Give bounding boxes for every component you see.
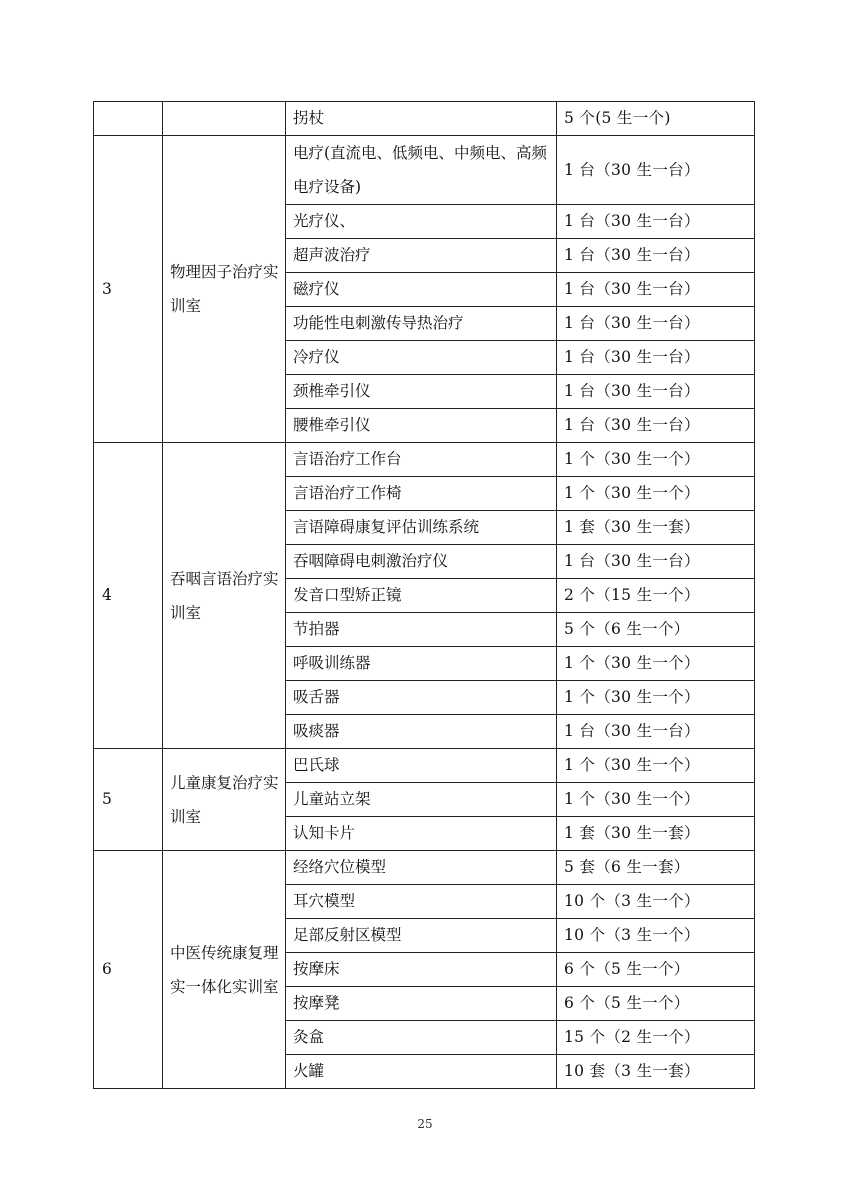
quantity-cell: 1 台（30 生一台） — [557, 545, 755, 579]
quantity-cell: 5 套（6 生一套） — [557, 851, 755, 885]
equipment-name-cell: 光疗仪、 — [286, 205, 557, 239]
equipment-name-cell: 按摩凳 — [286, 987, 557, 1021]
equipment-name-cell: 冷疗仪 — [286, 341, 557, 375]
equipment-name-cell: 儿童站立架 — [286, 783, 557, 817]
quantity-cell: 1 个（30 生一个） — [557, 749, 755, 783]
equipment-name-cell: 吸舌器 — [286, 681, 557, 715]
table-row — [94, 102, 755, 136]
equipment-name-cell: 功能性电刺激传导热治疗 — [286, 307, 557, 341]
quantity-cell: 5 个（6 生一个） — [557, 613, 755, 647]
table-row — [94, 851, 755, 885]
equipment-name-cell: 电疗(直流电、低频电、中频电、高频电疗设备) — [286, 136, 557, 205]
quantity-cell: 15 个（2 生一个） — [557, 1021, 755, 1055]
quantity-cell: 1 台（30 生一台） — [557, 307, 755, 341]
equipment-name-cell: 磁疗仪 — [286, 273, 557, 307]
table-row — [94, 749, 755, 783]
row-index-cell: 5 — [94, 749, 163, 851]
equipment-table-body — [94, 102, 755, 1089]
room-name-cell: 中医传统康复理实一体化实训室 — [163, 851, 286, 1089]
equipment-name-cell: 超声波治疗 — [286, 239, 557, 273]
quantity-cell: 1 台（30 生一台） — [557, 239, 755, 273]
room-name-cell: 吞咽言语治疗实训室 — [163, 443, 286, 749]
row-index-cell: 4 — [94, 443, 163, 749]
equipment-name-cell: 吞咽障碍电刺激治疗仪 — [286, 545, 557, 579]
equipment-name-cell: 颈椎牵引仪 — [286, 375, 557, 409]
quantity-cell: 1 台（30 生一台） — [557, 205, 755, 239]
quantity-cell: 1 个（30 生一个） — [557, 783, 755, 817]
equipment-name-cell: 拐杖 — [286, 102, 557, 136]
quantity-cell: 1 台（30 生一台） — [557, 341, 755, 375]
equipment-name-cell: 吸痰器 — [286, 715, 557, 749]
equipment-name-cell: 言语治疗工作椅 — [286, 477, 557, 511]
equipment-name-cell: 言语治疗工作台 — [286, 443, 557, 477]
equipment-name-cell: 节拍器 — [286, 613, 557, 647]
equipment-name-cell: 灸盒 — [286, 1021, 557, 1055]
equipment-name-cell: 呼吸训练器 — [286, 647, 557, 681]
equipment-name-cell: 言语障碍康复评估训练系统 — [286, 511, 557, 545]
quantity-cell: 6 个（5 生一个） — [557, 987, 755, 1021]
quantity-cell: 10 个（3 生一个） — [557, 885, 755, 919]
quantity-cell: 10 个（3 生一个） — [557, 919, 755, 953]
quantity-cell: 10 套（3 生一套） — [557, 1055, 755, 1089]
quantity-cell: 1 个（30 生一个） — [557, 477, 755, 511]
equipment-table — [93, 101, 755, 1089]
row-index-cell — [94, 102, 163, 136]
room-name-cell: 儿童康复治疗实训室 — [163, 749, 286, 851]
table-row — [94, 443, 755, 477]
equipment-name-cell: 火罐 — [286, 1055, 557, 1089]
equipment-name-cell: 按摩床 — [286, 953, 557, 987]
quantity-cell: 1 套（30 生一套） — [557, 817, 755, 851]
quantity-cell: 1 套（30 生一套） — [557, 511, 755, 545]
quantity-cell: 2 个（15 生一个） — [557, 579, 755, 613]
equipment-name-cell: 足部反射区模型 — [286, 919, 557, 953]
equipment-name-cell: 发音口型矫正镜 — [286, 579, 557, 613]
equipment-name-cell: 巴氏球 — [286, 749, 557, 783]
quantity-cell: 1 个（30 生一个） — [557, 647, 755, 681]
quantity-cell: 1 台（30 生一台） — [557, 715, 755, 749]
quantity-cell: 1 台（30 生一台） — [557, 273, 755, 307]
quantity-cell: 1 台（30 生一台） — [557, 136, 755, 205]
quantity-cell: 6 个（5 生一个） — [557, 953, 755, 987]
table-row — [94, 136, 755, 205]
quantity-cell: 5 个(5 生一个) — [557, 102, 755, 136]
equipment-name-cell: 腰椎牵引仪 — [286, 409, 557, 443]
room-name-cell — [163, 102, 286, 136]
quantity-cell: 1 个（30 生一个） — [557, 681, 755, 715]
quantity-cell: 1 台（30 生一台） — [557, 409, 755, 443]
equipment-name-cell: 经络穴位模型 — [286, 851, 557, 885]
row-index-cell: 3 — [94, 136, 163, 443]
quantity-cell: 1 台（30 生一台） — [557, 375, 755, 409]
row-index-cell: 6 — [94, 851, 163, 1089]
equipment-name-cell: 耳穴模型 — [286, 885, 557, 919]
page-number: 25 — [417, 1117, 433, 1131]
equipment-name-cell: 认知卡片 — [286, 817, 557, 851]
quantity-cell: 1 个（30 生一个） — [557, 443, 755, 477]
room-name-cell: 物理因子治疗实训室 — [163, 136, 286, 443]
